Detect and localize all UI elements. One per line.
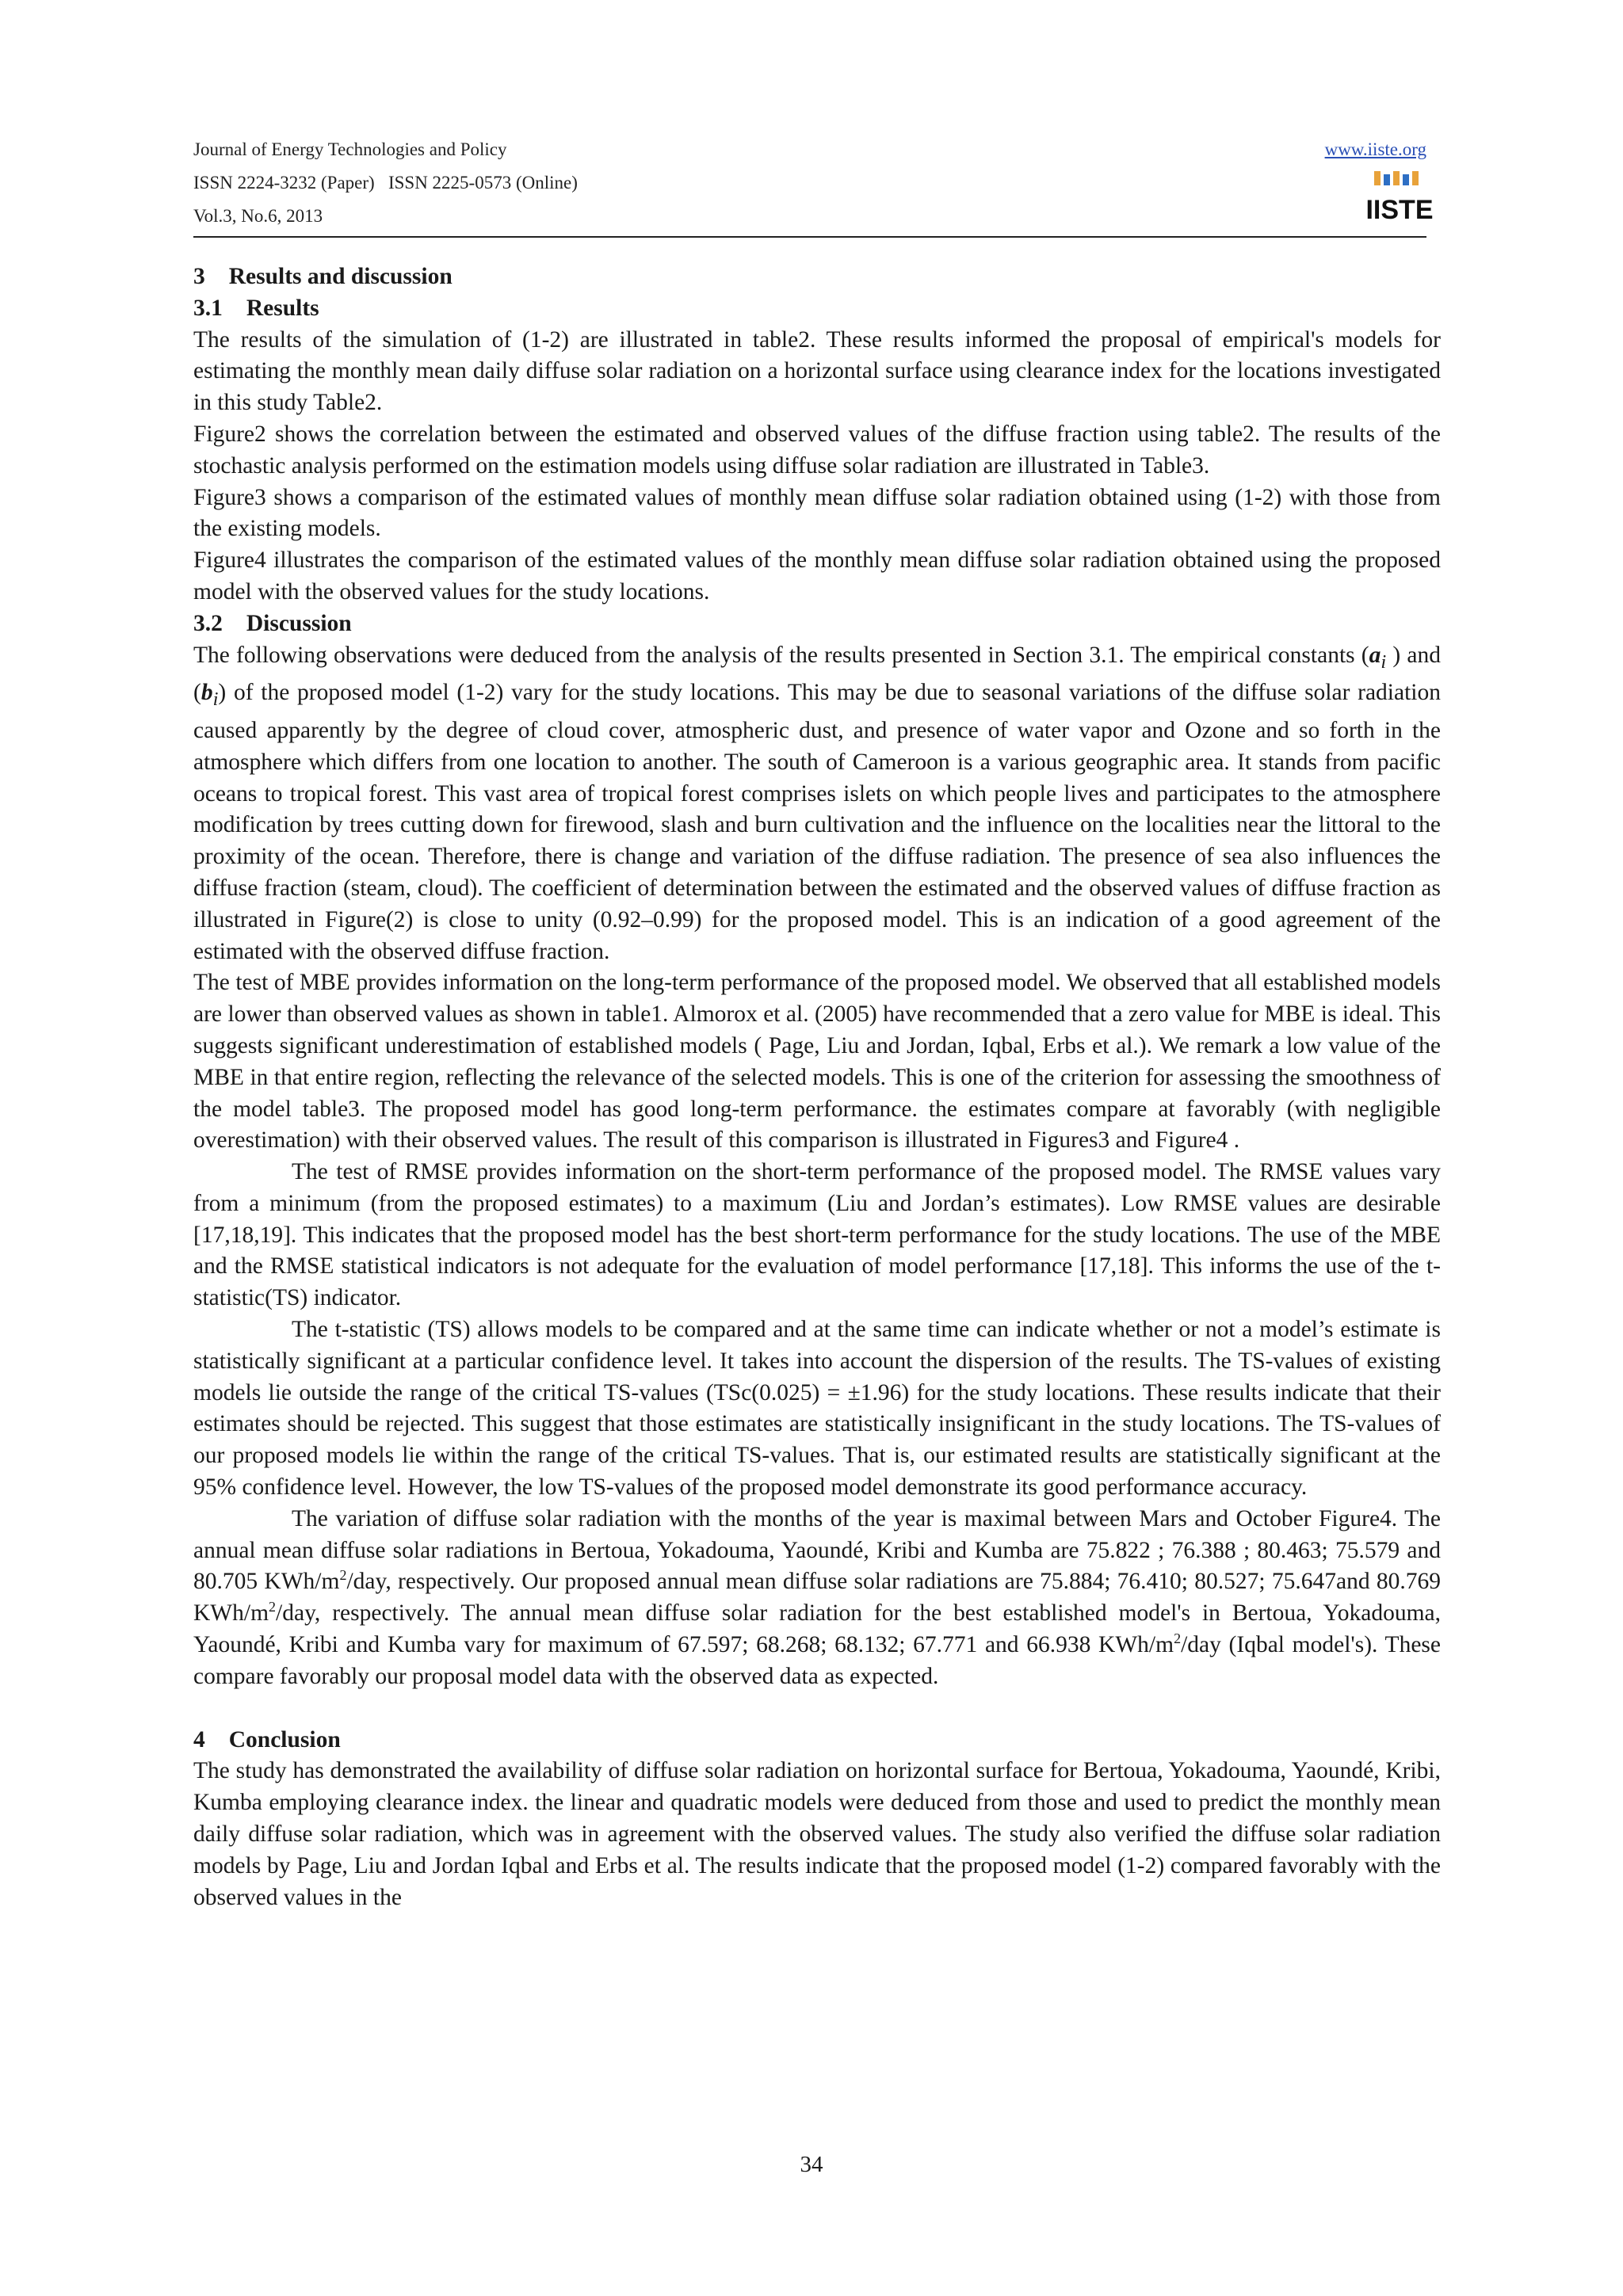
page-number: 34	[800, 2152, 823, 2177]
conclusion-paragraph-1: The study has demonstrated the availability of diffuse solar radiation on horizontal surface for Bertoua, Yokadouma, Yaoundé, Kribi, Kumba employing clearance index. the linear and quadratic models were deduced from those and used to predict the monthly mean daily diffuse solar radiation, which was in agreement with the observed values. The study also verified the diffuse solar radiation models by Page, Liu and Jordan Iqbal and Erbs et al. The results indicate that the proposed model (1-2) compared favorably with the observed values in the	[193, 1758, 1441, 1910]
svg-text:IISTE: IISTE	[1365, 195, 1434, 225]
results-paragraph-3: Figure3 shows a comparison of the estimated values of monthly mean diffuse solar radiation obtained using (1-2) with those from the existing models.	[193, 484, 1441, 542]
discussion-paragraph-1: The following observations were deduced from the analysis of the results presented in Section 3.1. The empirical constants ($a_i$ ) and $(b_i)$ of the proposed model (1-2) vary for the study locations. This may be due to seasonal variations of the diffuse solar radiation caused apparently by the degree of cloud cover, atmospheric dust, and presence of water vapor and Ozone and so forth in the atmosphere which differs from one location to another. The south of Cameroon is a various geographic area. It stands from pacific oceans to tropical forest. This vast area of tropical forest comprises islets on which people lives and participates to the atmosphere modification by trees cutting down for firewood, slash and burn cultivation and the influence on the localities near the littoral to the proximity of the ocean. Therefore, there is change and variation of the diffuse radiation. The presence of sea also influences the diffuse fraction (steam, cloud). The coefficient of determination between the estimated and the observed values of diffuse fraction as illustrated in Figure(2) is close to unity (0.92–0.99) for the proposed model. This is an indication of a good agreement of the estimated with the observed diffuse fraction.	[193, 642, 1441, 964]
results-paragraph-1: The results of the simulation of (1-2) are illustrated in table2. These results informed the proposal of empirical's models for estimating the monthly mean daily diffuse solar radiation on a horizontal surface using clearance index for the locations investigated in this study Table2.	[193, 326, 1441, 416]
section-gap	[193, 1693, 1441, 1725]
discussion-paragraph-2: The test of MBE provides information on the long-term performance of the proposed model. We observed that all established models are lower than observed values as shown in table1. Almorox et al. (2005) have recommended that a zero value for MBE is ideal. This suggests significant underestimation of established models ( Page, Liu and Jordan, Iqbal, Erbs et al.). We remark a low value of the MBE in that entire region, reflecting the relevance of the selected models. This is one of the criterion for assessing the smoothness of the model table3. The proposed model has good long-term performance. the estimates compare at favorably (with negligible overestimation) with their observed values. The result of this comparison is illustrated in Figures3 and Figure4 .	[193, 970, 1441, 1154]
discussion-paragraph-3: The test of RMSE provides information on the short-term performance of the proposed model. The RMSE values vary from a minimum (from the proposed estimates) to a maximum (Liu and Jordan’s estimates). Low RMSE values are desirable [17,18,19]. This indicates that the proposed model has the best short-term performance for the study locations. The use of the MBE and the RMSE statistical indicators is not adequate for the evaluation of model performance [17,18]. This informs the use of the t-statistic(TS) indicator.	[193, 1159, 1441, 1311]
issn-line: ISSN 2224-3232 (Paper) ISSN 2225-0573 (Online)	[193, 173, 578, 193]
section-heading-3-1: 3.1 Results	[193, 295, 319, 321]
results-paragraph-4: Figure4 illustrates the comparison of the estimated values of the monthly mean diffuse solar radiation obtained using the proposed model with the observed values for the study locations.	[193, 547, 1441, 605]
results-paragraph-2: Figure2 shows the correlation between the estimated and observed values of the diffuse fraction using table2. The results of the stochastic analysis performed on the estimation models using diffuse solar radiation are illustrated in Table3.	[193, 421, 1441, 479]
header-rule	[193, 236, 1426, 238]
discussion-paragraph-4: The t-statistic (TS) allows models to be compared and at the same time can indicate whether or not a model’s estimate is statistically significant at a particular confidence level. It takes into account the dispersion of the results. The TS-values of existing models lie outside the range of the critical TS-values (TSc(0.025) = ±1.96) for the study locations. These results indicate that their estimates should be rejected. This suggest that those estimates are statistically insignificant in the study locations. The TS-values of our proposed models lie within the range of the critical TS-values. That is, our estimated results are statistically significant at the 95% confidence level. However, the low TS-values of the proposed model demonstrate its good performance accuracy.	[193, 1317, 1441, 1501]
section-heading-3: 3 Results and discussion	[193, 264, 453, 289]
page-header	[193, 135, 1434, 238]
journal-url-link[interactable]: www.iiste.org	[1324, 139, 1426, 159]
volume-line: Vol.3, No.6, 2013	[193, 206, 323, 226]
iiste-logo	[1365, 170, 1434, 227]
article-body	[193, 261, 1441, 1913]
section-heading-3-2: 3.2 Discussion	[193, 610, 352, 636]
discussion-paragraph-5: The variation of diffuse solar radiation with the months of the year is maximal between Mars and October Figure4. The annual mean diffuse solar radiations in Bertoua, Yokadouma, Yaoundé, Kribi and Kumba are 75.822 ; 76.388 ; 80.463; 75.579 and 80.705 KWh/$m^2$/day, respectively. Our proposed annual mean diffuse solar radiations are 75.884; 76.410; 80.527; 75.647and 80.769 KWh/$m^2$/day, respectively. The annual mean diffuse solar radiation for the best established model's in Bertoua, Yokadouma, Yaoundé, Kribi and Kumba vary for maximum of 67.597; 68.268; 68.132; 67.771 and 66.938 KWh/$m^2$/day (Iqbal model's). These compare favorably our proposal model data with the observed data as expected.	[193, 1505, 1442, 1689]
journal-title: Journal of Energy Technologies and Policy	[193, 139, 507, 159]
section-heading-4: 4 Conclusion	[193, 1726, 341, 1753]
